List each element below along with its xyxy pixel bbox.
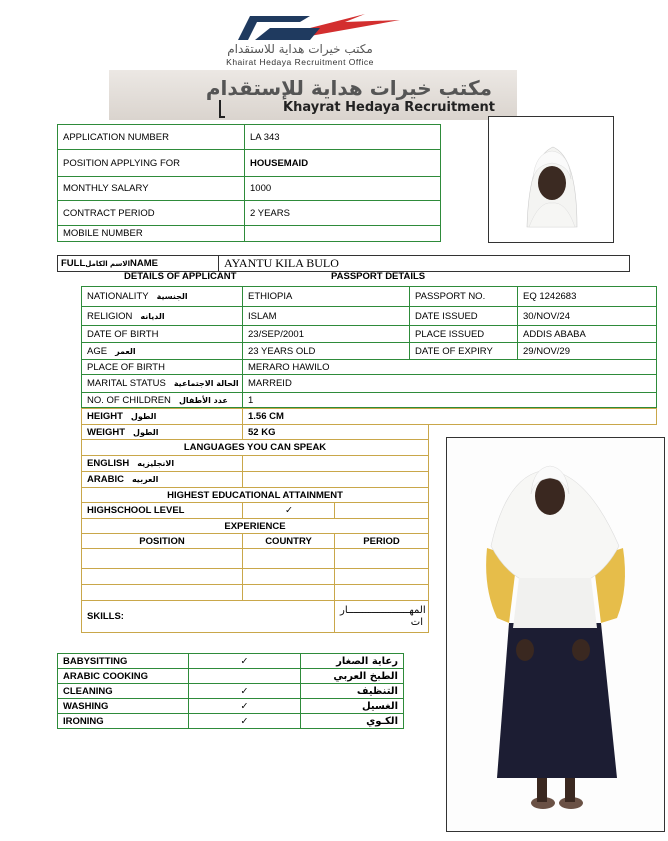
marital-label: MARITAL STATUS [87,378,166,389]
date-issued-value: 30/NOV/24 [518,307,657,326]
weight-value: 52 KG [243,425,429,440]
position-value: HOUSEMAID [245,150,441,177]
education-header: HIGHEST EDUCATIONAL ATTAINMENT [82,488,429,503]
place-of-birth-label: PLACE OF BIRTH [82,360,243,375]
arabic-cooking-check-icon [189,669,301,684]
expiry-value: 29/NOV/29 [518,343,657,360]
weight-arabic: الطول [133,427,159,437]
salary-label: MONTHLY SALARY [58,177,245,201]
table-row [82,287,657,307]
header-banner [109,70,517,120]
full-name-arabic-label: الاسم الكامل [85,259,131,268]
nationality-value: ETHIOPIA [243,287,410,307]
table-row [58,714,404,729]
experience-period-header: PERIOD [335,534,429,549]
dob-value: 23/SEP/2001 [243,326,410,343]
table-row [82,549,429,569]
table-row [58,150,441,177]
application-number-label: APPLICATION NUMBER [58,125,245,150]
table-row [82,456,429,472]
nationality-arabic: الجنسية [156,292,188,301]
babysitting-check-icon: ✓ [189,654,301,669]
arabic-cooking-arabic: الطبخ العربي [301,669,404,684]
english-value [243,456,429,472]
logo-english-text: Khairat Hedaya Recruitment Office [226,57,374,67]
table-row [82,440,429,456]
contract-value: 2 YEARS [245,201,441,226]
table-row [58,699,404,714]
table-row [58,177,441,201]
place-issued-label: PLACE ISSUED [410,326,518,343]
children-value: 1 [243,393,657,408]
table-row [58,226,441,242]
lower-section-table [81,424,429,633]
banner-bracket-icon [219,100,225,118]
details-table [81,286,657,408]
skills-table [57,653,404,729]
mobile-value [245,226,441,242]
height-label: HEIGHT [87,411,123,422]
highschool-label: HIGHSCHOOL LEVEL [82,503,243,519]
details-of-applicant-header: DETAILS OF APPLICANT [124,271,237,282]
table-row [82,503,429,519]
application-table [57,124,441,242]
full-name-value: AYANTU KILA BULO [224,256,339,270]
age-label: AGE [87,345,108,357]
passport-number-value: EQ 1242683 [518,287,657,307]
table-row [58,654,404,669]
english-arabic: الانجليزيه [137,459,175,468]
table-row [82,585,429,601]
applicant-headshot [488,116,614,243]
passport-number-label: PASSPORT NO. [410,287,518,307]
name-label: NAME [130,258,158,269]
table-row [58,669,404,684]
washing-check-icon: ✓ [189,699,301,714]
table-row [82,409,657,425]
place-of-birth-value: MERARO HAWILO [243,360,657,375]
table-row [58,684,404,699]
table-row [58,125,441,150]
children-arabic: عدد الأطفال [178,395,228,405]
weight-label: WEIGHT [87,426,125,438]
table-row [82,375,657,393]
experience-header: EXPERIENCE [82,519,429,534]
company-logo [160,8,450,66]
passport-details-header: PASSPORT DETAILS [331,271,426,282]
table-row [82,519,429,534]
ironing-arabic: الكـوي [301,714,404,729]
logo-mark-icon [160,8,450,44]
arabic-cooking-label: ARABIC COOKING [58,669,189,684]
date-issued-label: DATE ISSUED [410,307,518,326]
table-row [82,326,657,343]
babysitting-label: BABYSITTING [58,654,189,669]
english-label: ENGLISH [87,458,130,469]
dob-label: DATE OF BIRTH [82,326,243,343]
banner-arabic-text: مكتب خيرات هداية للإستقدام [205,76,492,100]
banner-english-text: Khayrat Hedaya Recruitment [283,100,495,115]
languages-header: LANGUAGES YOU CAN SPEAK [82,440,429,456]
table-row [82,360,657,375]
position-label: POSITION APPLYING FOR [58,150,245,177]
height-table [81,408,657,425]
religion-arabic: الديانه [140,311,165,321]
skills-arabic-label: المهـــــــــــــــــــــار ات [335,601,429,633]
expiry-label: DATE OF EXPIRY [410,343,518,360]
table-row [82,425,429,440]
applicant-full-body-photo [446,437,665,832]
table-row [82,472,429,488]
full-name-row [57,255,630,272]
babysitting-arabic: رعاية الصغار [301,654,404,669]
washing-arabic: الغسيل [301,699,404,714]
mobile-label: MOBILE NUMBER [58,226,245,242]
skills-label: SKILLS: [82,601,335,633]
application-number-value: LA 343 [245,125,441,150]
arabic-label: ARABIC [87,474,124,485]
cleaning-label: CLEANING [58,684,189,699]
washing-label: WASHING [58,699,189,714]
table-row [82,601,429,633]
table-row [58,201,441,226]
highschool-check-icon: ✓ [243,503,335,519]
children-label: NO. OF CHILDREN [87,394,171,406]
table-row [82,393,657,408]
place-issued-value: ADDIS ABABA [518,326,657,343]
cleaning-arabic: التنظيف [301,684,404,699]
religion-label: RELIGION [87,310,133,322]
table-row [82,343,657,360]
marital-value: MARREID [243,375,657,393]
religion-value: ISLAM [243,307,410,326]
age-value: 23 YEARS OLD [243,343,410,360]
height-arabic: الطول [130,412,157,421]
table-row [82,569,429,585]
table-row [82,307,657,326]
experience-position-header: POSITION [82,534,243,549]
logo-arabic-text: مكتب خيرات هداية للاستقدام [227,42,373,56]
experience-country-header: COUNTRY [243,534,335,549]
salary-value: 1000 [245,177,441,201]
table-row [82,488,429,503]
age-arabic: العمر [115,346,136,356]
full-label: FULL [61,258,86,269]
contract-label: CONTRACT PERIOD [58,201,245,226]
cleaning-check-icon: ✓ [189,684,301,699]
arabic-arabic: العربيه [131,475,159,484]
ironing-check-icon: ✓ [189,714,301,729]
nationality-label: NATIONALITY [87,291,149,302]
marital-arabic: الحالة الاجتماعية [173,379,239,388]
ironing-label: IRONING [58,714,189,729]
table-row [82,534,429,549]
height-value: 1.56 CM [243,409,657,425]
arabic-value [243,472,429,488]
